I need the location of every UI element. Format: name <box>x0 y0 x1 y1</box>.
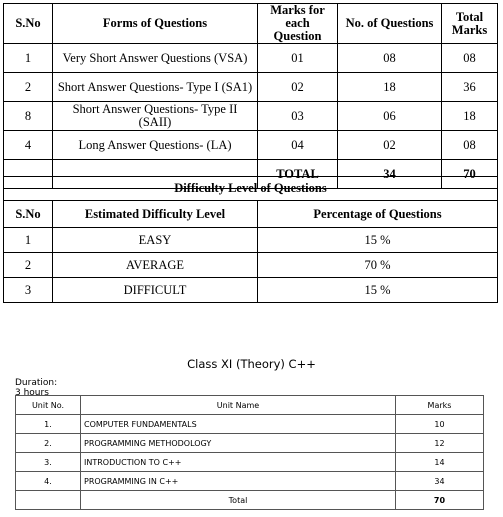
difficulty-title: Difficulty Level of Questions <box>4 177 498 201</box>
cell-unit-no: 3. <box>16 453 81 472</box>
question-weightage-table <box>3 3 498 189</box>
header-sno: S.No <box>4 4 53 44</box>
table-row <box>16 472 484 491</box>
total-label: Total <box>81 491 396 510</box>
cell-sno: 4 <box>4 131 53 160</box>
cell-marks: 04 <box>258 131 338 160</box>
total-count: 34 <box>338 160 442 189</box>
cell-sno: 3 <box>4 278 53 303</box>
table-header-row <box>16 396 484 415</box>
table-row <box>4 131 498 160</box>
cell-count: 18 <box>338 73 442 102</box>
cell-level: DIFFICULT <box>53 278 258 303</box>
table-row <box>4 228 498 253</box>
table-header-row <box>4 201 498 228</box>
header-marks-each: Marks for each Question <box>258 4 338 44</box>
header-total-marks: Total Marks <box>442 4 498 44</box>
cell-marks: 12 <box>396 434 484 453</box>
cell-form: Long Answer Questions- (LA) <box>53 131 258 160</box>
header-sno: S.No <box>4 201 53 228</box>
cell-total: 36 <box>442 73 498 102</box>
table-row <box>4 44 498 73</box>
cell-count: 08 <box>338 44 442 73</box>
table-row <box>4 102 498 131</box>
cell-unit-no: 2. <box>16 434 81 453</box>
header-unit-no: Unit No. <box>16 396 81 415</box>
cell-unit-name: COMPUTER FUNDAMENTALS <box>81 415 396 434</box>
cell-unit-name: PROGRAMMING METHODOLOGY <box>81 434 396 453</box>
cell-sno: 1 <box>4 44 53 73</box>
cell-unit-name: PROGRAMMING IN C++ <box>81 472 396 491</box>
header-percent: Percentage of Questions <box>258 201 498 228</box>
cell-marks: 14 <box>396 453 484 472</box>
cell-percent: 15 % <box>258 228 498 253</box>
table-row <box>4 278 498 303</box>
cell-total: 08 <box>442 131 498 160</box>
cell-form: Short Answer Questions- Type II (SAII) <box>53 102 258 131</box>
total-label: TOTAL <box>258 160 338 189</box>
cell-sno: 8 <box>4 102 53 131</box>
header-level: Estimated Difficulty Level <box>53 201 258 228</box>
cell-total: 08 <box>442 44 498 73</box>
table-row <box>16 434 484 453</box>
cell-count: 02 <box>338 131 442 160</box>
cell-form: Short Answer Questions- Type I (SA1) <box>53 73 258 102</box>
table-row <box>4 73 498 102</box>
cell-count: 06 <box>338 102 442 131</box>
unit-marks-table <box>15 395 484 510</box>
cell-level: AVERAGE <box>53 253 258 278</box>
cell-marks: 03 <box>258 102 338 131</box>
cell-marks: 02 <box>258 73 338 102</box>
difficulty-table <box>3 176 498 303</box>
cell-percent: 15 % <box>258 278 498 303</box>
cell-sno: 1 <box>4 228 53 253</box>
cell-form: Very Short Answer Questions (VSA) <box>53 44 258 73</box>
cell-sno: 2 <box>4 73 53 102</box>
cell-unit-name: INTRODUCTION TO C++ <box>81 453 396 472</box>
cell-level: EASY <box>53 228 258 253</box>
table-row <box>4 253 498 278</box>
cell-marks: 01 <box>258 44 338 73</box>
cell-marks: 10 <box>396 415 484 434</box>
header-forms: Forms of Questions <box>53 4 258 44</box>
cell-marks: 34 <box>396 472 484 491</box>
total-marks-value: 70 <box>396 491 484 510</box>
header-unit-name: Unit Name <box>81 396 396 415</box>
total-marks-value: 70 <box>442 160 498 189</box>
table-header-row <box>4 4 498 44</box>
difficulty-title-row <box>4 177 498 201</box>
cell-unit-no: 1. <box>16 415 81 434</box>
header-num-questions: No. of Questions <box>338 4 442 44</box>
cell-total: 18 <box>442 102 498 131</box>
class-title: Class XI (Theory) C++ <box>187 357 316 371</box>
cell-sno: 2 <box>4 253 53 278</box>
duration-label: Duration: 3 hours <box>15 378 58 398</box>
header-marks: Marks <box>396 396 484 415</box>
cell-empty <box>16 491 81 510</box>
cell-percent: 70 % <box>258 253 498 278</box>
total-row <box>16 491 484 510</box>
table-row <box>16 415 484 434</box>
table-row <box>16 453 484 472</box>
cell-unit-no: 4. <box>16 472 81 491</box>
